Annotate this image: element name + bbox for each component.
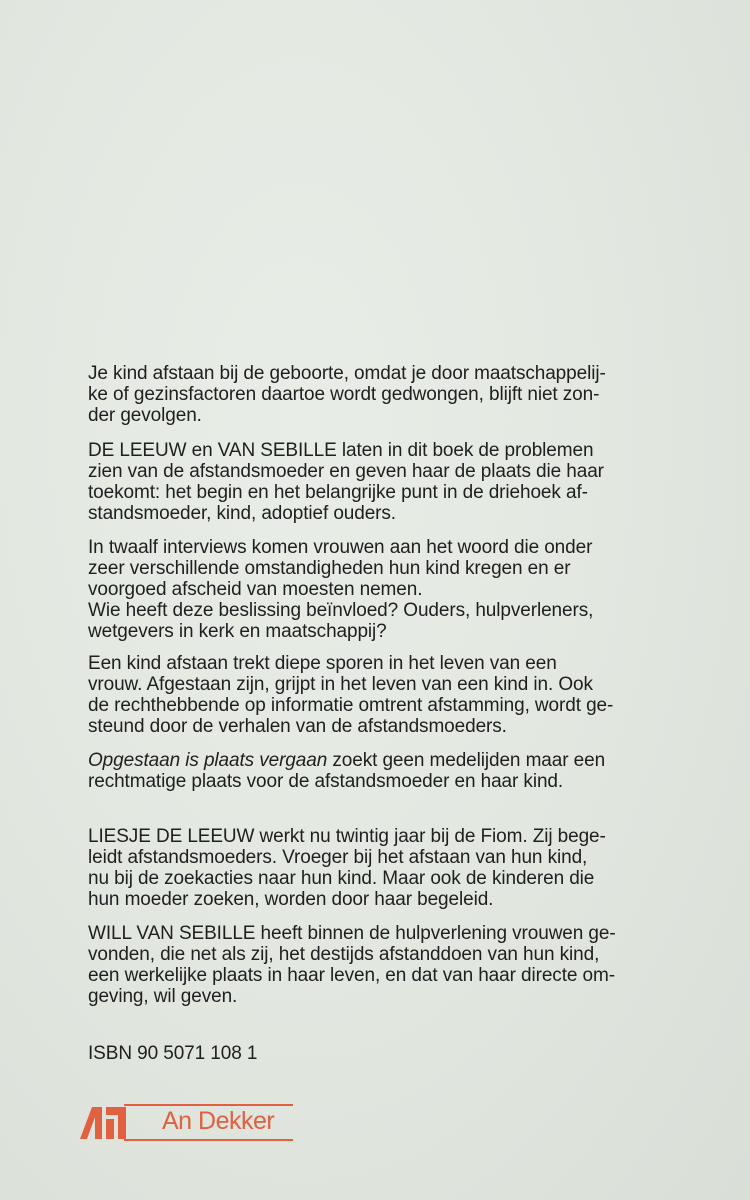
text-line: vonden, die net als zij, het destijds afstanddoen van hun kind, (88, 944, 600, 965)
text-line: toekomt: het begin en het belangrijke punt in de driehoek af- (88, 482, 588, 503)
intro-paragraph (88, 363, 688, 426)
text-line: Een kind afstaan trekt diepe sporen in het leven van een (88, 653, 557, 674)
text-line: In twaalf interviews komen vrouwen aan het woord die onder (88, 537, 593, 558)
text-line: steund door de verhalen van de afstandsmoeders. (88, 716, 507, 737)
text-line: geving, wil geven. (88, 986, 238, 1007)
text-line: zien van de afstandsmoeder en geven haar de plaats die haar (88, 461, 604, 482)
text-line: WILL VAN SEBILLE heeft binnen de hulpverlening vrouwen ge- (88, 923, 616, 944)
text-line: de rechthebbende op informatie omtrent afstamming, wordt ge- (88, 695, 614, 716)
author-bio-van-sebille (88, 923, 688, 1007)
divider (124, 1139, 293, 1141)
text-line: Je kind afstaan bij de geboorte, omdat je door maatschappelij- (88, 363, 606, 384)
text-line: rechtmatige plaats voor de afstandsmoeder en haar kind. (88, 771, 564, 792)
text-line: LIESJE DE LEEUW werkt nu twintig jaar bij de Fiom. Zij bege- (88, 826, 606, 847)
text-line: nu bij de zoekacties naar hun kind. Maar ook de kinderen die (88, 868, 595, 889)
title-paragraph (88, 750, 688, 792)
text-line: vrouw. Afgestaan zijn, grijpt in het leven van een kind in. Ook (88, 674, 593, 695)
text-line: hun moeder zoeken, worden door haar begeleid. (88, 889, 494, 910)
authors-paragraph (88, 440, 688, 524)
text-line: der gevolgen. (88, 405, 202, 426)
book-title: Opgestaan is plaats vergaan (88, 750, 328, 771)
an-dekker-logo-icon (78, 1105, 128, 1141)
impact-paragraph (88, 653, 688, 737)
text-line: DE LEEUW en VAN SEBILLE laten in dit boek de problemen (88, 440, 594, 461)
interviews-paragraph (88, 537, 688, 642)
author-bio-de-leeuw (88, 826, 688, 910)
publisher-name: An Dekker (162, 1107, 275, 1135)
isbn-text: ISBN 90 5071 108 1 (88, 1043, 258, 1064)
text-line (88, 750, 688, 771)
divider (124, 1104, 293, 1106)
isbn-number (88, 1043, 688, 1064)
text-line: voorgoed afscheid van moesten nemen. (88, 579, 423, 600)
text-line: een werkelijke plaats in haar leven, en dat van haar directe om- (88, 965, 615, 986)
publisher-imprint (78, 1101, 293, 1145)
text-line: leidt afstandsmoeders. Vroeger bij het afstaan van hun kind, (88, 847, 588, 868)
text-line: wetgevers in kerk en maatschappij? (88, 621, 387, 642)
text-line: Wie heeft deze beslissing beïnvloed? Ouders, hulpverleners, (88, 600, 594, 621)
text-line: ke of gezinsfactoren daartoe wordt gedwongen, blijft niet zon- (88, 384, 600, 405)
text-line: standsmoeder, kind, adoptief ouders. (88, 503, 396, 524)
text-fragment: zoekt geen medelijden maar een (327, 750, 606, 771)
text-line: zeer verschillende omstandigheden hun kind kregen en er (88, 558, 571, 579)
